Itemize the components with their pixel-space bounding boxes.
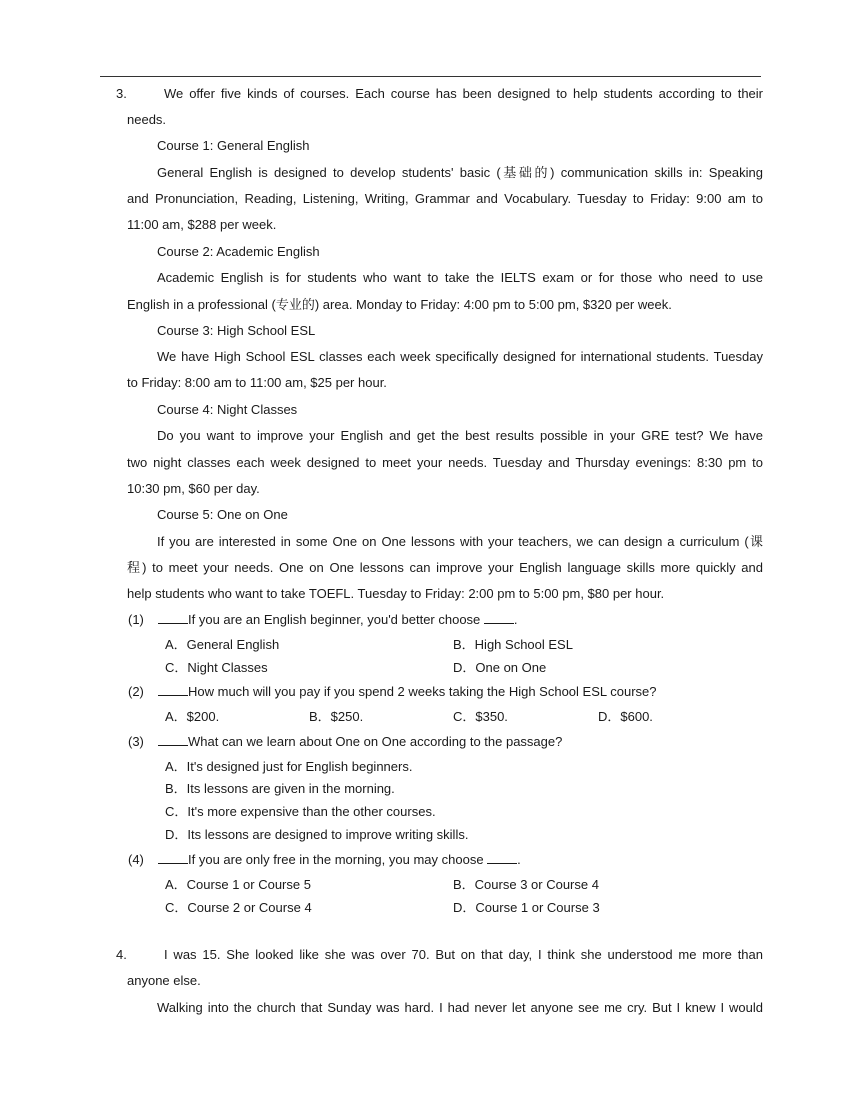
answer-blank[interactable] (158, 851, 188, 864)
question-number: 4. (116, 947, 127, 962)
passage-line: Walking into the church that Sunday was hard. I had never let anyone see me cry. But I knew I would (157, 1000, 763, 1015)
answer-blank[interactable] (158, 683, 188, 696)
passage-line: If you are interested in some One on One lessons with your teachers, we can design a curriculum (课 (157, 534, 763, 549)
answer-blank[interactable] (487, 851, 517, 864)
passage-line: We offer five kinds of courses. Each course has been designed to help students according to their (164, 86, 763, 101)
subquestion-stem: What can we learn about One on One according to the passage? (188, 734, 563, 749)
option-a[interactable]: A．General English (165, 637, 280, 652)
option-b[interactable]: B．$250. (309, 709, 364, 724)
subquestion-number: (3) (128, 734, 144, 749)
subquestion-stem: If you are only free in the morning, you may choose (188, 852, 484, 867)
option-c[interactable]: C．Course 2 or Course 4 (165, 900, 312, 915)
option-c[interactable]: C．It's more expensive than the other courses. (165, 804, 436, 819)
passage-line: English in a professional (专业的) area. Monday to Friday: 4:00 pm to 5:00 pm, $320 per week. (127, 297, 672, 312)
course-title: Course 1: General English (157, 138, 310, 153)
question-number: 3. (116, 86, 127, 101)
option-b[interactable]: B．Its lessons are given in the morning. (165, 781, 395, 796)
course-title: Course 2: Academic English (157, 244, 320, 259)
passage-line: General English is designed to develop students' basic (基础的) communication skills in: Speaking (157, 165, 763, 180)
option-c[interactable]: C．Night Classes (165, 660, 268, 675)
subquestion-stem: How much will you pay if you spend 2 weeks taking the High School ESL course? (188, 684, 657, 699)
subquestion-text (158, 851, 521, 869)
option-d[interactable]: D．Course 1 or Course 3 (453, 900, 600, 915)
passage-line: 11:00 am, $288 per week. (127, 217, 277, 232)
subquestion-end: . (513, 612, 518, 627)
header-rule (100, 76, 761, 77)
passage-line: 10:30 pm, $60 per day. (127, 481, 260, 496)
subquestion-text (158, 733, 562, 751)
passage-line: two night classes each week designed to meet your needs. Tuesday and Thursday evenings: 8:30 pm to (127, 455, 763, 470)
passage-line: Do you want to improve your English and get the best results possible in your GRE test? We have (157, 428, 763, 443)
answer-blank[interactable] (158, 611, 188, 624)
option-d[interactable]: D．Its lessons are designed to improve writing skills. (165, 827, 469, 842)
passage-line: needs. (127, 112, 167, 127)
course-title: Course 5: One on One (157, 507, 288, 522)
option-b[interactable]: B．Course 3 or Course 4 (453, 877, 599, 892)
option-a[interactable]: A．It's designed just for English beginners. (165, 759, 413, 774)
subquestion-number: (4) (128, 852, 144, 867)
passage-line: help students who want to take TOEFL. Tuesday to Friday: 2:00 pm to 5:00 pm, $80 per hour. (127, 586, 665, 601)
answer-blank[interactable] (158, 733, 188, 746)
subquestion-stem: If you are an English beginner, you'd better choose (188, 612, 481, 627)
option-a[interactable]: A．$200. (165, 709, 220, 724)
answer-blank[interactable] (484, 611, 514, 624)
subquestion-number: (1) (128, 612, 144, 627)
passage-line: to Friday: 8:00 am to 11:00 am, $25 per hour. (127, 375, 387, 390)
passage-line: and Pronunciation, Reading, Listening, Writing, Grammar and Vocabulary. Tuesday to Friday: 9:00 am to (127, 191, 763, 206)
passage-line: 程) to meet your needs. One on One lessons can improve your English language skills more quickly and (127, 560, 763, 575)
course-title: Course 4: Night Classes (157, 402, 298, 417)
option-d[interactable]: D．$600. (598, 709, 653, 724)
subquestion-end: . (517, 852, 521, 867)
passage-line: Academic English is for students who want to take the IELTS exam or for those who need to use (157, 270, 763, 285)
option-a[interactable]: A．Course 1 or Course 5 (165, 877, 311, 892)
option-b[interactable]: B．High School ESL (453, 637, 573, 652)
subquestion-text (158, 611, 518, 629)
option-c[interactable]: C．$350. (453, 709, 508, 724)
subquestion-number: (2) (128, 684, 144, 699)
passage-line: We have High School ESL classes each week specifically designed for international students. Tuesday (157, 349, 763, 364)
course-title: Course 3: High School ESL (157, 323, 316, 338)
subquestion-text (158, 683, 657, 701)
option-d[interactable]: D．One on One (453, 660, 547, 675)
passage-line: anyone else. (127, 973, 201, 988)
passage-line: I was 15. She looked like she was over 70. But on that day, I think she understood me more than (164, 947, 763, 962)
